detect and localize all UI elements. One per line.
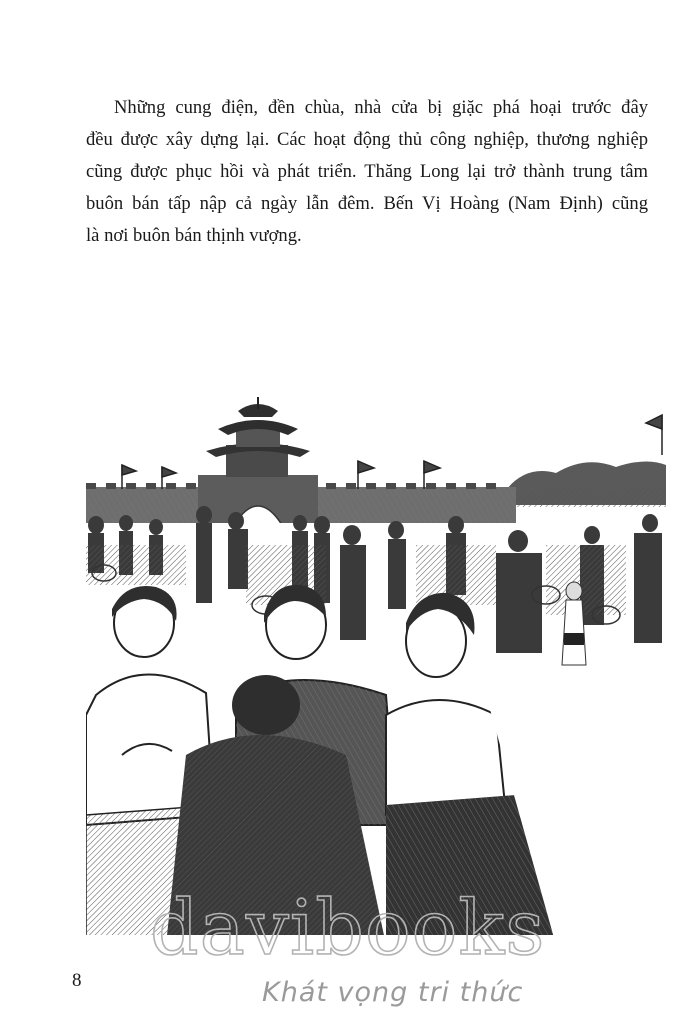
page-number: 8 [72, 970, 82, 991]
text-line: là nơi buôn bán thịnh vượng. [86, 225, 302, 246]
text-line: cũng được phục hồi và phát triển. Thăng Long lại trở thành trung tâm [86, 161, 648, 182]
text-line: Những cung điện, đền chùa, nhà cửa bị giặc phá hoại trước đây [114, 97, 648, 118]
market-illustration [86, 395, 666, 945]
text-line: buôn bán tấp nập cả ngày lẫn đêm. Bến Vị Hoàng (Nam Định) cũng [86, 193, 648, 214]
watermark-brand: davibooks [150, 883, 546, 972]
body-paragraph [86, 92, 648, 252]
text-line: đều được xây dựng lại. Các hoạt động thủ công nghiệp, thương nghiệp [86, 129, 648, 150]
watermark-tagline: Khát vọng tri thức [262, 977, 524, 1008]
